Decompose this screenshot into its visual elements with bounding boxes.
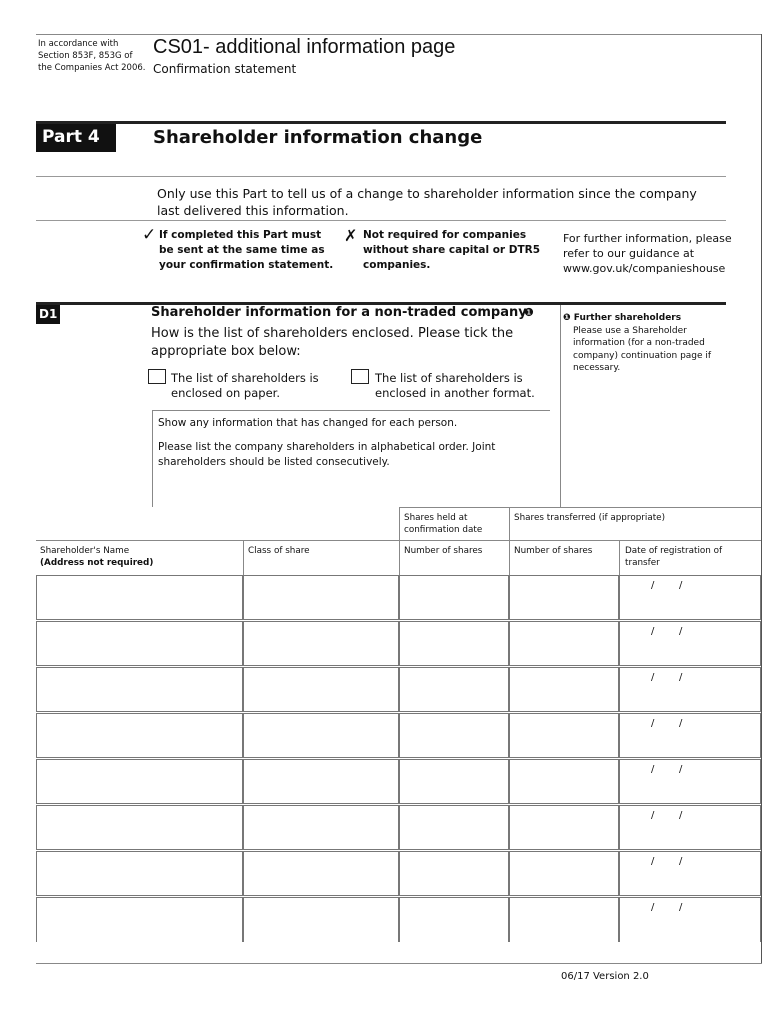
held-number-cell[interactable]	[399, 621, 509, 666]
date-separator: /	[679, 580, 683, 591]
registration-date-header: Date of registration of transfer	[625, 546, 723, 568]
shares-held-group-header: Shares held at confirmation date	[404, 513, 483, 535]
shareholder-name-cell[interactable]	[36, 851, 243, 896]
transfer-number-cell[interactable]	[509, 575, 619, 620]
date-separator: /	[651, 810, 655, 821]
date-separator: /	[679, 764, 683, 775]
date-separator: /	[651, 902, 655, 913]
note-one-icon: ❶	[563, 313, 571, 323]
date-separator: /	[651, 580, 655, 591]
sidebar-rule	[560, 305, 561, 507]
transfer-number-header: Number of shares	[514, 546, 593, 556]
date-separator: /	[679, 718, 683, 729]
class-of-share-cell[interactable]	[243, 805, 399, 850]
class-of-share-cell[interactable]	[243, 667, 399, 712]
section-title: Shareholder information for a non-traded company	[151, 305, 527, 320]
info-box-top-rule	[152, 410, 550, 411]
transfer-number-cell[interactable]	[509, 621, 619, 666]
class-of-share-cell[interactable]	[243, 575, 399, 620]
shareholder-name-label: Shareholder's Name	[40, 546, 130, 556]
date-separator: /	[679, 902, 683, 913]
show-changes-instruction: Show any information that has changed for each person.	[158, 417, 458, 429]
form-version: 06/17 Version 2.0	[561, 971, 649, 982]
date-separator: /	[651, 718, 655, 729]
not-required-note: Not required for companies without share capital or DTR5 companies.	[363, 229, 541, 271]
class-of-share-cell[interactable]	[243, 759, 399, 804]
transfer-number-cell[interactable]	[509, 759, 619, 804]
held-number-cell[interactable]	[399, 897, 509, 942]
further-note-heading	[563, 312, 713, 325]
paper-checkbox[interactable]	[148, 369, 166, 384]
class-of-share-cell[interactable]	[243, 851, 399, 896]
enclosure-question: How is the list of shareholders enclosed. Please tick the appropriate box below:	[151, 326, 514, 359]
part-divider	[36, 121, 726, 124]
shareholder-name-cell[interactable]	[36, 621, 243, 666]
held-number-cell[interactable]	[399, 667, 509, 712]
transfer-number-cell[interactable]	[509, 713, 619, 758]
held-number-cell[interactable]	[399, 805, 509, 850]
form-subtitle: Confirmation statement	[153, 62, 297, 76]
shareholder-name-cell[interactable]	[36, 805, 243, 850]
date-separator: /	[651, 764, 655, 775]
shareholder-name-header	[36, 540, 241, 574]
frame-right-rule	[761, 34, 762, 964]
transfer-number-cell[interactable]	[509, 667, 619, 712]
paper-option-label: The list of shareholders is enclosed on paper.	[171, 371, 319, 400]
held-number-header: Number of shares	[404, 546, 483, 556]
form-title: CS01- additional information page	[153, 36, 456, 58]
date-separator: /	[679, 672, 683, 683]
info-box-left-rule	[152, 410, 153, 507]
shares-transferred-group-header: Shares transferred (if appropriate)	[514, 513, 666, 523]
shareholder-name-cell[interactable]	[36, 713, 243, 758]
check-icon: ✓	[142, 225, 157, 245]
held-number-cell[interactable]	[399, 851, 509, 896]
alphabetical-instruction: Please list the company shareholders in alphabetical order. Joint shareholders should be listed consecutively.	[158, 441, 496, 468]
legal-reference: In accordance with Section 853F, 853G of the Companies Act 2006.	[38, 39, 146, 73]
shareholder-name-cell[interactable]	[36, 667, 243, 712]
part-intro: Only use this Part to tell us of a change to shareholder information since the company last delivered this information.	[157, 186, 697, 218]
other-format-option-label: The list of shareholders is enclosed in another format.	[375, 371, 535, 400]
class-of-share-cell[interactable]	[243, 713, 399, 758]
registration-date-cell[interactable]	[619, 805, 761, 850]
date-separator: /	[651, 626, 655, 637]
further-shareholders-note	[563, 312, 713, 375]
required-note: If completed this Part must be sent at the same time as your confirmation statement.	[159, 229, 334, 271]
frame-top-rule	[36, 34, 762, 35]
registration-date-cell[interactable]	[619, 897, 761, 942]
date-separator: /	[679, 856, 683, 867]
held-number-cell[interactable]	[399, 575, 509, 620]
held-number-cell[interactable]	[399, 713, 509, 758]
note-one-icon: ❶	[524, 306, 534, 319]
other-format-checkbox[interactable]	[351, 369, 369, 384]
class-of-share-cell[interactable]	[243, 621, 399, 666]
held-number-cell[interactable]	[399, 759, 509, 804]
date-separator: /	[679, 626, 683, 637]
address-not-required-label: (Address not required)	[40, 558, 154, 568]
part-label: Part 4	[36, 124, 116, 152]
transfer-number-cell[interactable]	[509, 805, 619, 850]
date-separator: /	[679, 810, 683, 821]
further-text: Please use a Shareholder information (for a non-traded company) continuation page if necessary.	[573, 325, 712, 373]
class-of-share-cell[interactable]	[243, 897, 399, 942]
registration-date-cell[interactable]	[619, 621, 761, 666]
registration-date-cell[interactable]	[619, 575, 761, 620]
registration-date-cell[interactable]	[619, 851, 761, 896]
class-of-share-header: Class of share	[248, 546, 310, 556]
registration-date-cell[interactable]	[619, 759, 761, 804]
date-separator: /	[651, 672, 655, 683]
intro-bottom-rule	[36, 220, 726, 221]
table-rule	[619, 540, 620, 575]
shareholder-name-cell[interactable]	[36, 759, 243, 804]
cross-icon: ✗	[344, 226, 358, 245]
transfer-number-cell[interactable]	[509, 897, 619, 942]
date-separator: /	[651, 856, 655, 867]
transfer-number-cell[interactable]	[509, 851, 619, 896]
shareholder-name-cell[interactable]	[36, 575, 243, 620]
shareholder-name-cell[interactable]	[36, 897, 243, 942]
registration-date-cell[interactable]	[619, 667, 761, 712]
intro-top-rule	[36, 176, 726, 177]
part-title: Shareholder information change	[153, 127, 483, 148]
further-title: Further shareholders	[573, 313, 682, 323]
guidance-note: For further information, please refer to our guidance at www.gov.uk/companieshouse	[563, 232, 732, 275]
section-label: D1	[36, 305, 60, 324]
frame-bottom-rule	[36, 963, 762, 964]
registration-date-cell[interactable]	[619, 713, 761, 758]
